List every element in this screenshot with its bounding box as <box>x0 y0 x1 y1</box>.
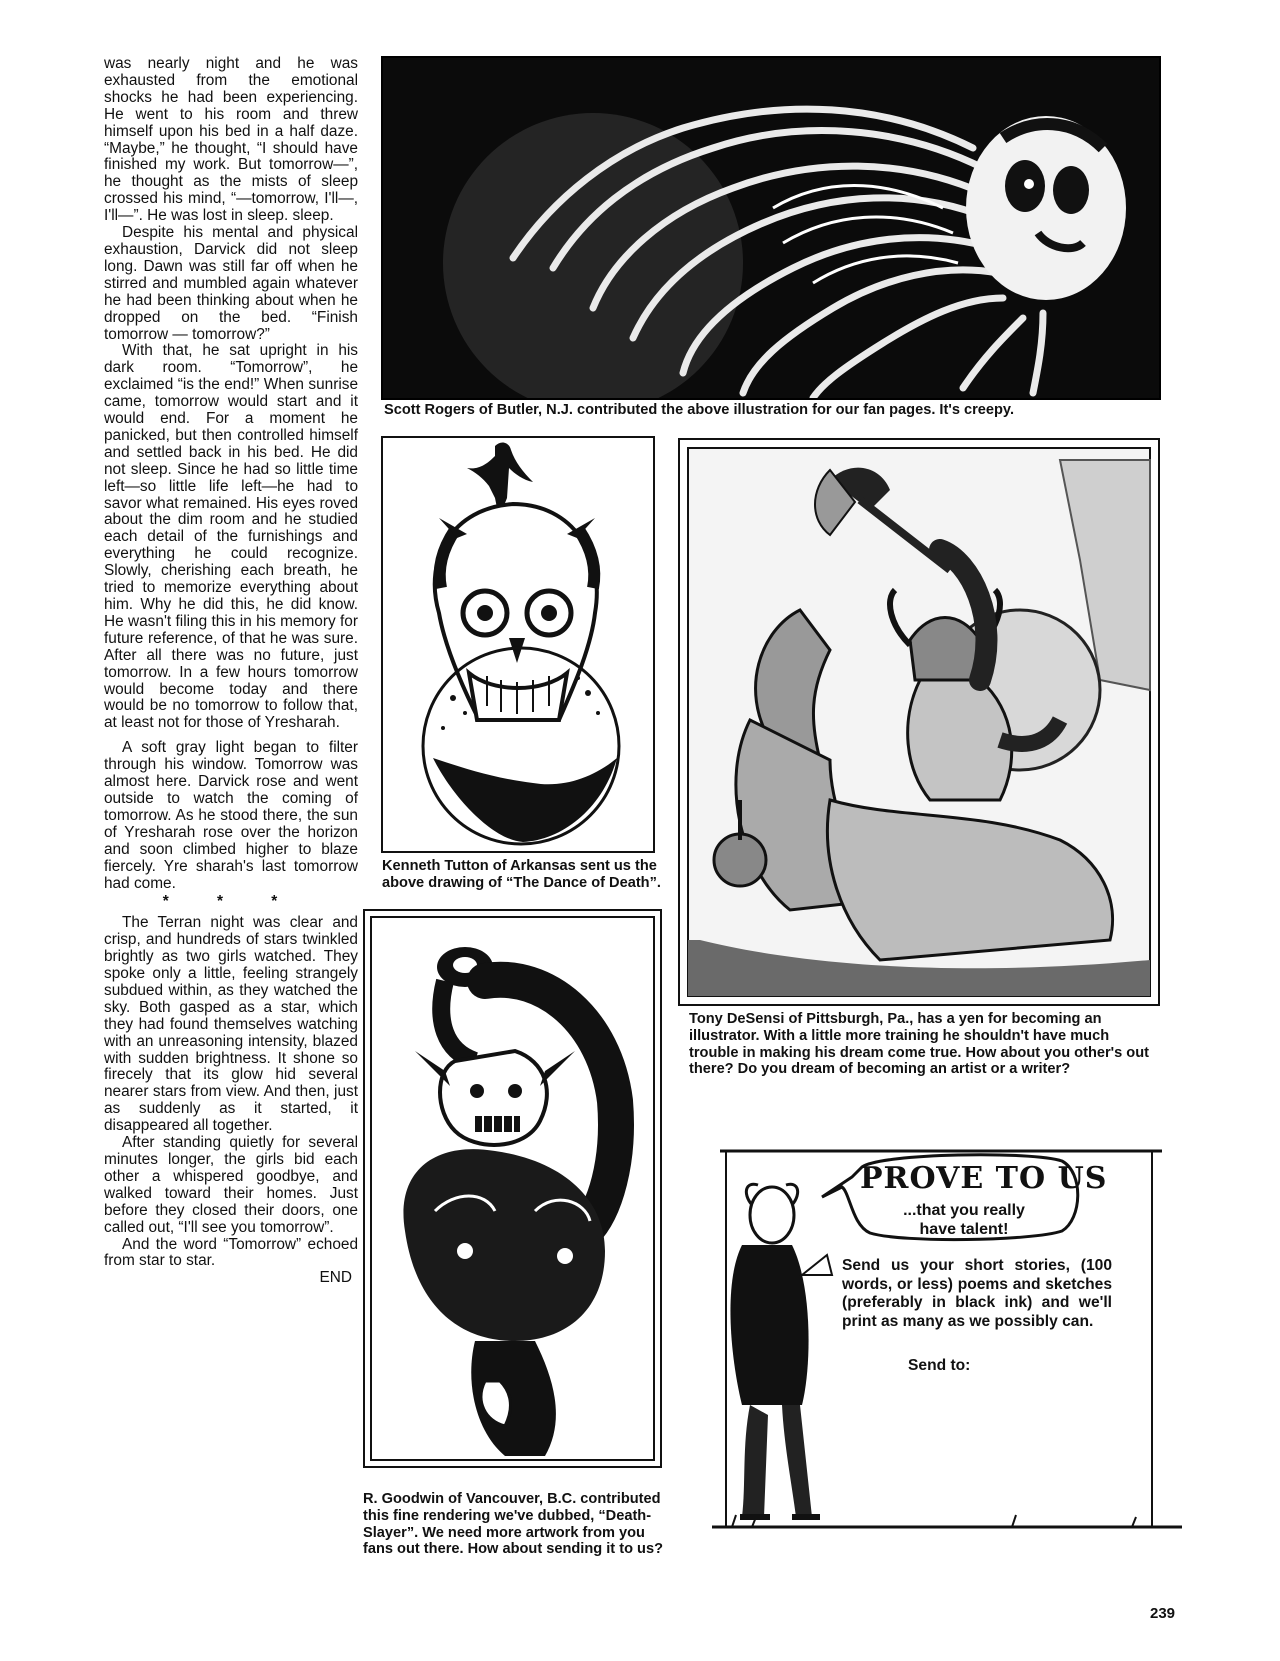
story-paragraph: was nearly night and he was exhausted from the emotional shocks he had been experiencing. He went to his room and threw himself upon his bed in a half daze. “Maybe,” he thought, “I should have finished my work. But tomorrow—”, he thought as the mists of sleep crossed his mind, “—tomorrow, I'll—, I'll—”. He was lost in sleep. sleep. <box>104 55 358 225</box>
promo-instructions: Send us your short stories, (100 words, or less) poems and sketches (preferably in black ink) and we'll print as many as we possibly can. <box>842 1257 1112 1330</box>
section-separator: * * * <box>162 893 300 911</box>
illustration-ghost-face <box>381 56 1161 400</box>
story-paragraph: After standing quietly for several minutes longer, the girls bid each other a whispered goodbye, and walked toward their homes. Just before they closed their doors, one called out, “I'll see you tomorrow”. <box>104 1134 358 1236</box>
story-paragraph: Despite his mental and physical exhaustion, Darvick did not sleep long. Dawn was still far off when he stirred and mumbled again whatever he had been thinking about when he dropped on the bed. “Finish tomorrow — tomorrow?” <box>104 224 358 343</box>
caption-rogers: Scott Rogers of Butler, N.J. contributed the above illustration for our fan pages. It's creepy. <box>384 402 1015 418</box>
illustration-death-slayer <box>363 909 662 1468</box>
story-paragraph: And the word “Tomorrow” echoed from star to star. <box>104 1235 358 1270</box>
story-paragraph: With that, he sat upright in his dark room. “Tomorrow”, he exclaimed “is the end!” When sunrise came, tomorrow would start and it would end. For a moment he panicked, but then controlled himself and settled back in his bed. He did not sleep. Since he had so little time left—so little life left—he had to savor what remained. His eyes roved about the dim room and he studied each detail of the furnishings and everything he could recognize. Slowly, cherishing each breath, he tried to memorize everything about him. Why he did this, he did know. He wasn't filing this in his memory for future reference, of that he was sure. After all there was no future, just tomorrow. In a few hours tomorrow would become today and there would be no tomorrow to follow that, at least not for those of Yresharah. <box>104 342 358 732</box>
promo-title: PROVE TO US <box>860 1161 1108 1196</box>
promo-subtitle: ...that you really have talent! <box>903 1202 1025 1238</box>
illustration-viking-warrior <box>678 438 1160 1006</box>
caption-goodwin: R. Goodwin of Vancouver, B.C. contributed this fine rendering we've dubbed, “Death-Slayer”. We need more artwork from you fans out there. How about sending it to us? <box>363 1491 663 1558</box>
promo-send-to: Send to: <box>908 1357 971 1374</box>
caption-tutton: Kenneth Tutton of Arkansas sent us the above drawing of “The Dance of Death”. <box>382 858 661 891</box>
story-paragraph: The Terran night was clear and crisp, and hundreds of stars twinkled brightly as two girls watched. They spoke only a little, feeling strangely subdued within, as they watched the sky. Both gasped as a star, which they had found themselves watching with an unreasoning intensity, blazed with sudden brightness. It shone so firecely that its glow hid several nearer stars from view. And then, just as suddenly as it started, it disappeared all together. <box>104 914 358 1135</box>
caption-desensi: Tony DeSensi of Pittsburgh, Pa., has a yen for becoming an illustrator. With a little more training he shouldn't have much trouble in making his dream come true. How about you other's out there? Do you dream of becoming an artist or a writer? <box>689 1011 1149 1078</box>
prove-to-us-promo <box>712 1145 1182 1535</box>
illustration-dance-of-death <box>381 436 655 853</box>
story-end-mark: END <box>319 1269 352 1287</box>
story-paragraph: A soft gray light began to filter through his window. Tomorrow was almost here. Darvick rose and went outside to watch the coming of tomorrow. As he stood there, the sun of Yresharah rose over the horizon and soon climbed higher to blaze fiercely. Yre sharah's last tomorrow had come. <box>104 739 358 892</box>
page-number: 239 <box>1150 1605 1176 1622</box>
story-column <box>104 56 358 1287</box>
